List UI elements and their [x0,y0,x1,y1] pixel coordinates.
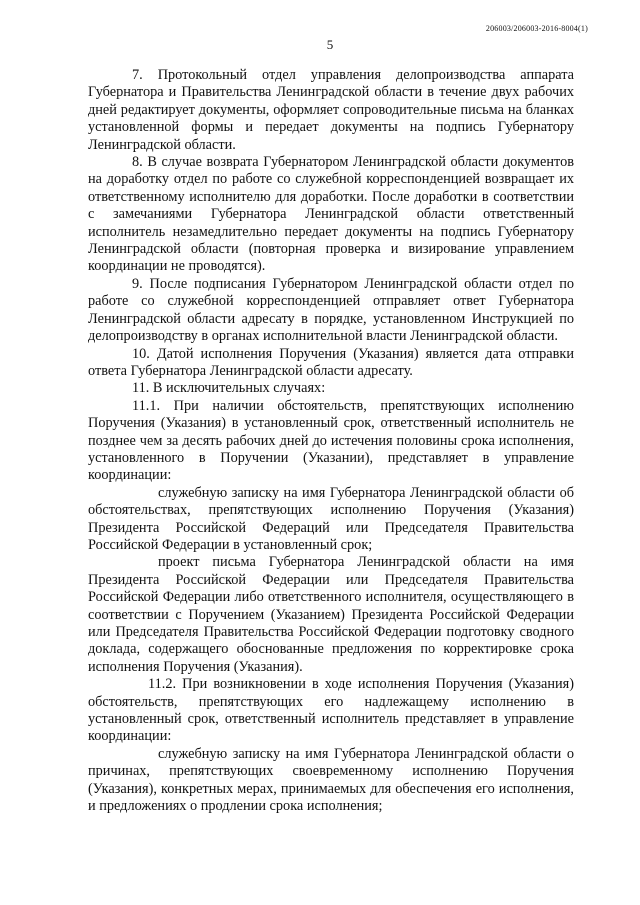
paragraph-9: 9. После подписания Губернатором Ленинградской области отдел по работе со служебной корреспонденцией отправляет ответ Губернатора Ленинградской области адресату в порядке, установленном Инструкцией по делопроизводству в органах исполнительной власти Ленинградской области. [88,275,574,345]
paragraph-11-2: 11.2. При возникновении в ходе исполнения Поручения (Указания) обстоятельств, препятствующих его надлежащему исполнению в установленный срок, ответственный исполнитель представляет в управление координации: [88,676,574,745]
paragraph-11-2-memo: служебную записку на имя Губернатора Ленинградской области о причинах, препятствующих своевременному исполнению Поручения (Указания), конкретных мерах, принимаемых для обеспечения его исполнения, и предложениях о продлении срока исполнения; [88,745,574,815]
document-code: 206003/206003-2016-8004(1) [485,24,588,33]
paragraph-11-1: 11.1. При наличии обстоятельств, препятствующих исполнению Поручения (Указания) в установленный срок, ответственный исполнитель не позднее чем за десять рабочих дней до истечения половины срока исполнения, установленного в Поручении (Указании), представляет в управление координации: [88,397,574,484]
page-number: 5 [326,37,334,52]
paragraph-10: 10. Датой исполнения Поручения (Указания) является дата отправки ответа Губернатора Ленинградской области адресату. [88,345,574,379]
paragraph-7: 7. Протокольный отдел управления делопроизводства аппарата Губернатора и Правительства Ленинградской области в течение двух рабочих дней редактирует документы, оформляет сопроводительные письма на бланках установленной формы и передает документы на подпись Губернатору Ленинградской области. [88,67,574,153]
document-body [88,67,574,815]
paragraph-11-1-memo: служебную записку на имя Губернатора Ленинградской области об обстоятельствах, препятствующих исполнению Поручения (Указания) Президента Российской Федераций или Председателя Правительства Российской Федерации в установленный срок; [88,484,574,553]
paragraph-11-1-letter-draft: проект письма Губернатора Ленинградской области на имя Президента Российской Федерации или Председателя Правительства Российской Федерации либо ответственного исполнителя, осуществляющего в соответствии с Поручением (Указанием) Президента Российской Федерации или Председателя Правительства Российской Федерации подготовку сводного доклада, содержащего обоснованные предложения по корректировке срока исполнения Поручения (Указания). [88,554,574,675]
paragraph-8: 8. В случае возврата Губернатором Ленинградской области документов на доработку отдел по работе со служебной корреспонденцией возвращает их ответственному исполнителю для доработки. После доработки в соответствии с замечаниями Губернатора Ленинградской области ответственный исполнитель незамедлительно передает документы на подпись Губернатору Ленинградской области (повторная проверка и визирование управлением координации не проводятся). [88,154,574,275]
paragraph-11: 11. В исключительных случаях: [132,380,326,397]
